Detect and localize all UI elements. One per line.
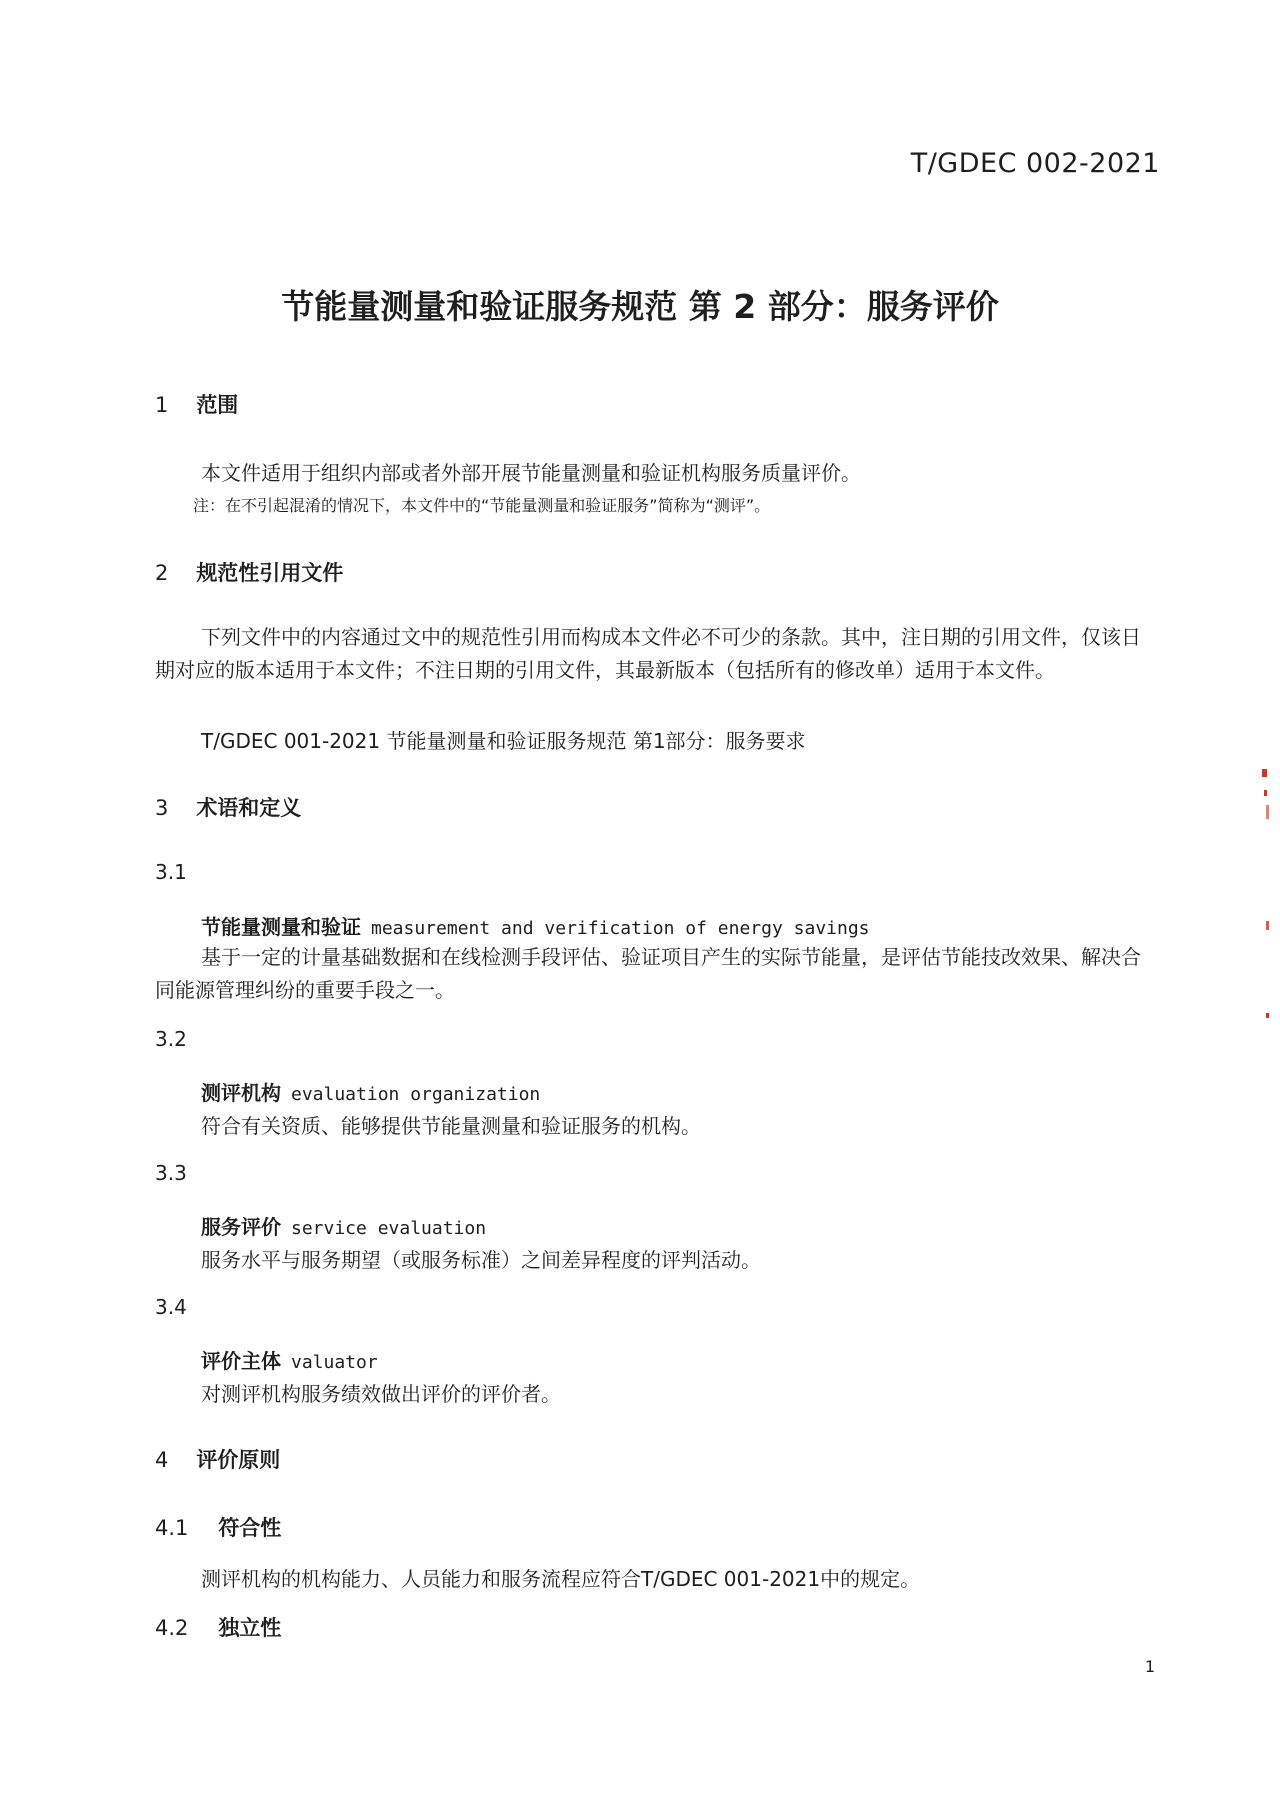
scope-note: 注：在不引起混淆的情况下，本文件中的“节能量测量和验证服务”简称为“测评”。 (193, 496, 771, 515)
stamp-mark (1266, 921, 1269, 930)
section-title: 术语和定义 (196, 796, 302, 820)
stamp-mark (1266, 1013, 1269, 1018)
section-heading-terms (155, 792, 301, 822)
standard-number: T/GDEC 002-2021 (910, 148, 1160, 179)
term-entry (201, 1345, 378, 1374)
section-title: 评价原则 (196, 1448, 281, 1472)
stamp-mark (1266, 805, 1269, 819)
section-number: 2 (155, 561, 169, 585)
term-number: 3.1 (155, 860, 187, 884)
reference-entry: T/GDEC 001-2021 节能量测量和验证服务规范 第1部分：服务要求 (201, 729, 806, 753)
section-title: 规范性引用文件 (196, 561, 344, 585)
section-heading-principles (155, 1444, 280, 1474)
conformity-paragraph: 测评机构的机构能力、人员能力和服务流程应符合T/GDEC 001-2021中的规定。 (201, 1567, 921, 1591)
subsection-heading-conformity (155, 1512, 281, 1542)
term-english: measurement and verification of energy savings (371, 918, 870, 939)
section-heading-scope (155, 389, 238, 419)
term-english: service evaluation (291, 1218, 487, 1239)
subsection-title: 独立性 (218, 1616, 282, 1640)
section-title: 范围 (196, 393, 239, 417)
term-number: 3.4 (155, 1295, 187, 1319)
term-chinese: 测评机构 (201, 1081, 281, 1105)
section-heading-normative-references (155, 557, 343, 587)
term-chinese: 服务评价 (201, 1215, 281, 1239)
term-definition: 对测评机构服务绩效做出评价的评价者。 (201, 1382, 561, 1406)
term-definition: 符合有关资质、能够提供节能量测量和验证服务的机构。 (201, 1114, 701, 1138)
term-definition: 基于一定的计量基础数据和在线检测手段评估、验证项目产生的实际节能量，是评估节能技改效果、解决合同能源管理纠纷的重要手段之一。 (155, 945, 1141, 1002)
term-english: valuator (291, 1352, 378, 1373)
document-title: 节能量测量和验证服务规范 第 2 部分：服务评价 (281, 287, 999, 326)
subsection-title: 符合性 (218, 1516, 282, 1540)
scope-paragraph: 本文件适用于组织内部或者外部开展节能量测量和验证机构服务质量评价。 (201, 461, 861, 485)
term-entry (201, 1077, 540, 1106)
term-chinese: 评价主体 (201, 1349, 281, 1373)
term-entry (201, 911, 870, 940)
normative-references-paragraph: 下列文件中的内容通过文中的规范性引用而构成本文件必不可少的条款。其中，注日期的引用文件，仅该日期对应的版本适用于本文件；不注日期的引用文件，其最新版本（包括所有的修改单）适用于本文件。 (155, 625, 1141, 682)
subsection-number: 4.1 (155, 1516, 189, 1540)
term-number: 3.3 (155, 1161, 187, 1185)
term-english: evaluation organization (291, 1084, 541, 1105)
subsection-number: 4.2 (155, 1616, 189, 1640)
stamp-mark (1264, 790, 1267, 796)
term-entry (201, 1211, 486, 1240)
section-number: 4 (155, 1448, 169, 1472)
page-number: 1 (1144, 1657, 1155, 1676)
section-number: 1 (155, 393, 169, 417)
section-number: 3 (155, 796, 169, 820)
term-definition: 服务水平与服务期望（或服务标准）之间差异程度的评判活动。 (201, 1248, 761, 1272)
term-chinese: 节能量测量和验证 (201, 915, 361, 939)
stamp-mark (1262, 769, 1267, 777)
subsection-heading-independence (155, 1612, 281, 1642)
term-number: 3.2 (155, 1027, 187, 1051)
